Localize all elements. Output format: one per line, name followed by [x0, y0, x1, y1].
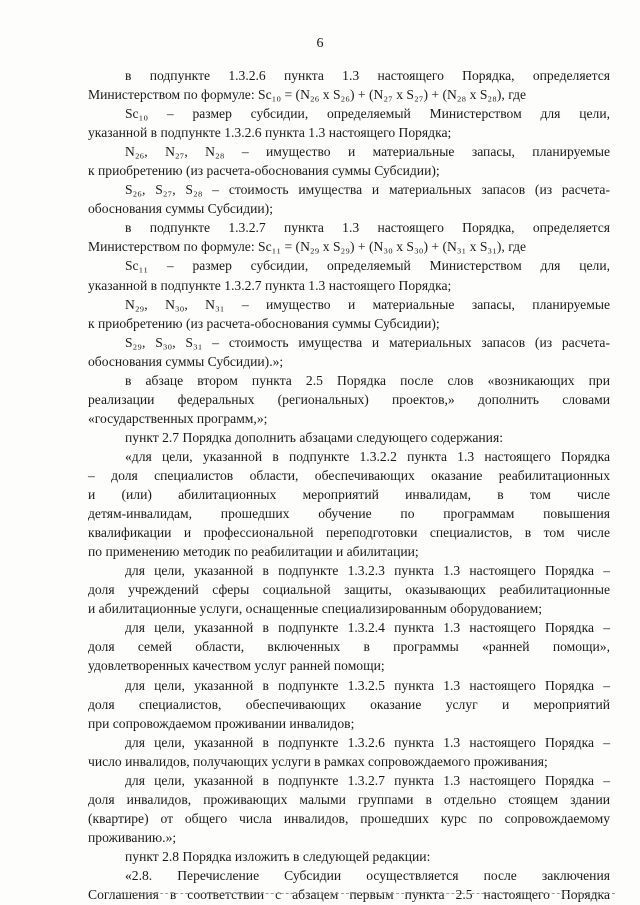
- text-line: S₂₆, S₂₇, S₂₈ – стоимость имущества и материальных запасов (из расчета-: [125, 182, 610, 198]
- text-line: квалификации и профессиональной переподготовки специалистов, в том числе: [88, 525, 610, 541]
- text-line: проживанию.»;: [88, 829, 177, 845]
- text-line: пункт 2.8 Порядка изложить в следующей редакции:: [125, 848, 431, 864]
- text-line: для цели, указанной в подпункте 1.3.2.4 пункта 1.3 настоящего Порядка –: [125, 620, 610, 636]
- text-line: (квартире) от общего числа инвалидов, прошедших курс по сопровождаемому: [88, 810, 610, 826]
- text-line: для цели, указанной в подпункте 1.3.2.3 пункта 1.3 настоящего Порядка –: [125, 563, 610, 579]
- text-line: реализации федеральных (региональных) проектов,» дополнить словами: [88, 391, 610, 407]
- text-line: указанной в подпункте 1.3.2.7 пункта 1.3 настоящего Порядка;: [88, 277, 452, 293]
- text-line: обоснования суммы Субсидии);: [88, 201, 273, 217]
- text-line: Министерством по формуле: Sс₁₁ = (N₂₉ х S₂₉) + (N₃₀ х S₃₀) + (N₃₁ х S₃₁), где: [88, 239, 527, 255]
- page-number: 6: [316, 36, 324, 51]
- text-line: по применению методик по реабилитации и абилитации;: [88, 544, 419, 560]
- text-line: в подпункте 1.3.2.7 пункта 1.3 настоящего Порядка, определяется: [125, 220, 610, 236]
- text-line: доля учреждений сферы социальной защиты, оказывающих реабилитационные: [88, 582, 610, 598]
- document-body: [88, 66, 610, 904]
- text-line: и абилитационные услуги, оснащенные специализированным оборудованием;: [88, 601, 543, 617]
- text-line: и (или) абилитационных мероприятий инвалидам, в том числе: [88, 487, 610, 503]
- text-line: S₂₉, S₃₀, S₃₁ – стоимость имущества и материальных запасов (из расчета-: [125, 334, 610, 350]
- text-line: Соглашения в соответствии с абзацем первым пункта 2.5 настоящего Порядка: [88, 887, 610, 903]
- text-line: к приобретению (из расчета-обоснования суммы Субсидии);: [88, 315, 440, 331]
- text-line: «для цели, указанной в подпункте 1.3.2.2 пункта 1.3 настоящего Порядка: [125, 448, 610, 464]
- text-line: Sс₁₀ – размер субсидии, определяемый Министерством для цели,: [125, 106, 610, 122]
- text-line: доля специалистов, обеспечивающих оказание услуг и мероприятий: [88, 696, 610, 712]
- text-line: детям-инвалидам, прошедших обучение по программам повышения: [88, 506, 610, 522]
- text-line: «2.8. Перечисление Субсидии осуществляется после заключения: [125, 867, 610, 883]
- text-line: пункт 2.7 Порядка дополнить абзацами следующего содержания:: [125, 429, 503, 445]
- text-line: число инвалидов, получающих услуги в рамках сопровождаемого проживания;: [88, 753, 548, 769]
- text-line: «государственных программ,»;: [88, 410, 268, 426]
- text-line: в абзаце втором пункта 2.5 Порядка после слов «возникающих при: [125, 372, 610, 388]
- text-line: доля инвалидов, проживающих малыми группами в отдельно стоящем здании: [88, 791, 610, 807]
- text-line: доля семей области, включенных в программы «ранней помощи»,: [88, 639, 610, 655]
- text-line: – доля специалистов области, обеспечивающих оказание реабилитационных: [88, 467, 610, 483]
- text-line: удовлетворенных качеством услуг ранней помощи;: [88, 658, 385, 674]
- text-line: для цели, указанной в подпункте 1.3.2.7 пункта 1.3 настоящего Порядка –: [125, 772, 610, 788]
- text-line: в подпункте 1.3.2.6 пункта 1.3 настоящего Порядка, определяется: [125, 68, 610, 83]
- footer-rule: [120, 893, 615, 894]
- text-line: указанной в подпункте 1.3.2.6 пункта 1.3 настоящего Порядка;: [88, 125, 452, 141]
- text-line: Министерством по формуле: Sс₁₀ = (N₂₆ х S₂₆) + (N₂₇ х S₂₇) + (N₂₈ х S₂₈), где: [88, 87, 527, 103]
- text-line: для цели, указанной в подпункте 1.3.2.6 пункта 1.3 настоящего Порядка –: [125, 734, 610, 750]
- text-line: N₂₆, N₂₇, N₂₈ – имущество и материальные запасы, планируемые: [125, 144, 610, 160]
- text-line: к приобретению (из расчета-обоснования суммы Субсидии);: [88, 163, 440, 179]
- text-line: N₂₉, N₃₀, N₃₁ – имущество и материальные запасы, планируемые: [125, 296, 610, 312]
- text-line: для цели, указанной в подпункте 1.3.2.5 пункта 1.3 настоящего Порядка –: [125, 677, 610, 693]
- text-line: Sс₁₁ – размер субсидии, определяемый Министерством для цели,: [125, 258, 610, 274]
- text-line: обоснования суммы Субсидии).»;: [88, 353, 284, 369]
- text-line: при сопровождаемом проживании инвалидов;: [88, 715, 355, 731]
